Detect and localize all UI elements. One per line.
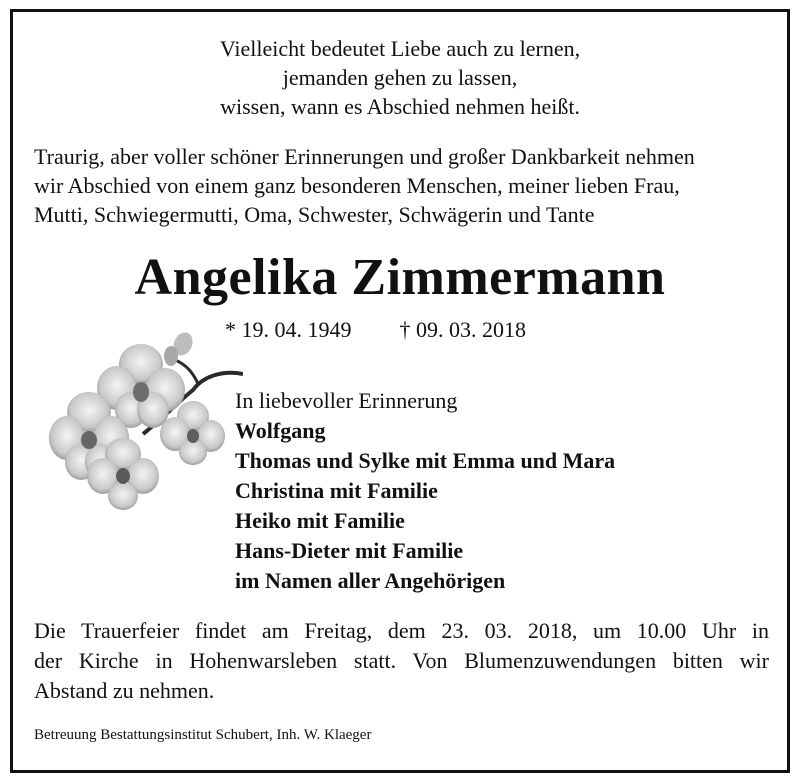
deceased-name: Angelika Zimmermann	[134, 249, 666, 306]
service-line: Abstand zu nehmen.	[34, 678, 215, 703]
mourner-name: Thomas und Sylke mit Emma und Mara	[235, 448, 616, 473]
funeral-service-notice	[34, 616, 769, 706]
orchid-image	[43, 324, 243, 524]
remembrance-line: In liebevoller Erinnerung	[235, 388, 458, 413]
mourner-name: Heiko mit Familie	[235, 508, 405, 533]
intro-line: Traurig, aber voller schöner Erinnerungen und großer Dankbarkeit nehmen	[34, 144, 695, 169]
mourners-list	[235, 386, 615, 596]
obituary-frame	[10, 9, 790, 773]
service-line: der Kirche in Hohenwarsleben statt. Von Blumenzuwendungen bitten wir	[34, 648, 769, 673]
poem	[13, 34, 787, 121]
intro-line: wir Abschied von einem ganz besonderen Menschen, meiner lieben Frau,	[34, 173, 680, 198]
mourner-name: Christina mit Familie	[235, 478, 438, 503]
poem-line: jemanden gehen zu lassen,	[282, 65, 518, 90]
intro-text	[34, 142, 769, 229]
mourner-name: Wolfgang	[235, 418, 326, 443]
life-dates	[225, 316, 526, 344]
poem-line: wissen, wann es Abschied nehmen heißt.	[220, 94, 580, 119]
poem-line: Vielleicht bedeutet Liebe auch zu lernen,	[219, 36, 581, 61]
service-line: Die Trauerfeier findet am Freitag, dem 23. 03. 2018, um 10.00 Uhr in	[34, 618, 769, 643]
funeral-home-credit: Betreuung Bestattungsinstitut Schubert, Inh. W. Klaeger	[34, 727, 372, 743]
birth-date: * 19. 04. 1949	[225, 317, 352, 342]
mourner-name: Hans-Dieter mit Familie	[235, 538, 464, 563]
mourner-name: im Namen aller Angehörigen	[235, 568, 506, 593]
death-date: † 09. 03. 2018	[399, 317, 526, 342]
intro-line: Mutti, Schwiegermutti, Oma, Schwester, Schwägerin und Tante	[34, 202, 595, 227]
